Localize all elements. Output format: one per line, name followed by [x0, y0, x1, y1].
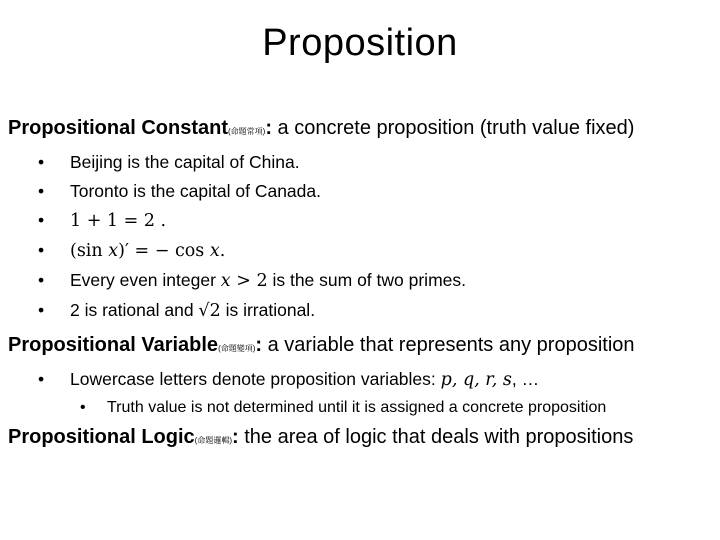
list-item-text: is irrational.: [220, 300, 316, 320]
list-item-text: , …: [511, 369, 540, 389]
bullet-icon: •: [38, 152, 45, 172]
math-expression: √2: [198, 301, 221, 321]
list-item: [8, 296, 713, 326]
slide-title: Proposition: [262, 22, 458, 64]
variable-chinese: (命題變項): [218, 344, 256, 353]
list-item-text: 2 is rational and: [70, 300, 199, 320]
logic-chinese: (命題邏輯): [194, 436, 232, 445]
math-expression-part: )′ = − cos: [118, 241, 210, 261]
math-expression: p, q, r, s: [440, 370, 512, 390]
constant-heading-line: [8, 116, 713, 144]
list-item-text: Beijing is the capital of China.: [70, 152, 300, 172]
math-variable: x: [108, 241, 119, 261]
list-item-text: is the sum of two primes.: [267, 270, 466, 290]
variable-heading: Propositional Variable: [8, 334, 219, 356]
list-item: [8, 177, 713, 206]
bullet-icon: •: [38, 210, 45, 230]
list-item: [8, 236, 713, 266]
math-expression-part: (sin: [70, 241, 109, 261]
bullet-icon: •: [38, 270, 45, 290]
list-item: [8, 148, 713, 177]
math-expression-part: > 2: [230, 271, 268, 291]
list-item-text: Every even integer: [70, 270, 221, 290]
variable-heading-line: [8, 333, 713, 361]
list-item: [8, 206, 713, 236]
bullet-icon: •: [38, 369, 45, 389]
bullet-icon: •: [38, 300, 45, 320]
constant-colon: :: [265, 117, 272, 139]
bullet-icon: •: [80, 399, 86, 416]
list-item: [8, 266, 713, 296]
logic-colon: :: [232, 426, 239, 448]
math-variable: x: [220, 271, 231, 291]
bullet-icon: •: [38, 181, 45, 201]
constant-heading: Propositional Constant: [8, 117, 228, 139]
math-variable: x: [209, 241, 220, 261]
logic-heading: Propositional Logic: [8, 426, 195, 448]
variable-colon: :: [255, 334, 263, 356]
logic-description: the area of logic that deals with propositions: [238, 426, 634, 448]
list-item: [8, 365, 713, 395]
list-item-text: Lowercase letters denote proposition variables:: [70, 369, 441, 389]
variable-description: a variable that represents any proposition: [262, 334, 635, 356]
sub-list-item: [8, 395, 713, 421]
logic-heading-line: [8, 425, 713, 453]
list-item-text: Toronto is the capital of Canada.: [70, 181, 321, 201]
bullet-icon: •: [38, 240, 45, 260]
sub-list-item-text: Truth value is not determined until it is assigned a concrete proposition: [107, 399, 607, 416]
math-expression: 1 + 1 = 2 .: [70, 211, 167, 231]
slide-body: [8, 116, 713, 453]
constant-description: a concrete proposition (truth value fixed): [272, 117, 635, 139]
math-expression-part: .: [219, 241, 226, 261]
constant-chinese: (命題常項): [228, 127, 266, 136]
